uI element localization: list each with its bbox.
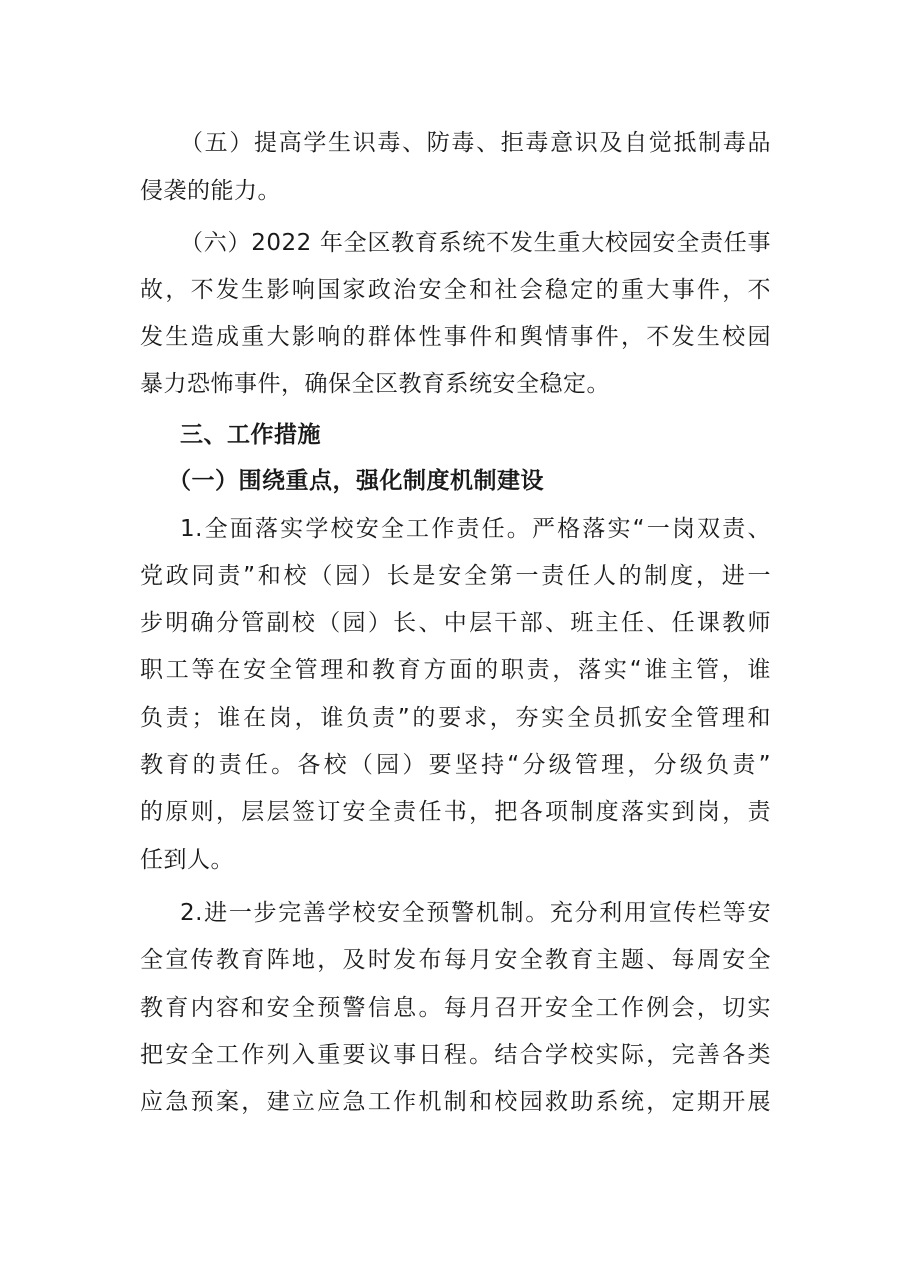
section-heading-3: 三、工作措施	[180, 422, 321, 448]
paragraph-6-line-1: （六）2022 年全区教育系统不发生重大校园安全责任事	[180, 230, 771, 256]
measure-1-line-5: 负责；谁在岗，谁负责”的要求，夯实全员抓安全管理和	[140, 705, 771, 731]
paragraph-6-line-4: 暴力恐怖事件，确保全区教育系统安全稳定。	[140, 371, 610, 397]
paragraph-5-line-1: （五）提高学生识毒、防毒、拒毒意识及自觉抵制毒品	[180, 130, 771, 156]
paragraph-6-line-2: 故，不发生影响国家政治安全和社会稳定的重大事件，不	[140, 277, 771, 303]
subsection-heading-1: （一）围绕重点，强化制度机制建设	[168, 468, 544, 494]
measure-1-line-7: 的原则，层层签订安全责任书，把各项制度落实到岗，责	[140, 799, 771, 825]
paragraph-6-line-3: 发生造成重大影响的群体性事件和舆情事件，不发生校园	[140, 324, 771, 350]
measure-2-line-3: 教育内容和安全预警信息。每月召开安全工作例会，切实	[140, 995, 771, 1021]
measure-1-line-6: 教育的责任。各校（园）要坚持“分级管理，分级负责”	[140, 752, 771, 778]
measure-2-line-2: 全宣传教育阵地，及时发布每月安全教育主题、每周安全	[140, 947, 771, 973]
measure-1-line-1: 1.全面落实学校安全工作责任。严格落实“一岗双责、	[180, 516, 771, 542]
measure-2-line-5: 应急预案，建立应急工作机制和校园救助系统，定期开展	[140, 1089, 771, 1115]
measure-2-line-4: 把安全工作列入重要议事日程。结合学校实际，完善各类	[140, 1042, 771, 1068]
measure-1-line-3: 步明确分管副校（园）长、中层干部、班主任、任课教师	[140, 610, 771, 636]
measure-1-line-8: 任到人。	[140, 847, 234, 873]
measure-2-line-1: 2.进一步完善学校安全预警机制。充分利用宣传栏等安	[180, 900, 771, 926]
paragraph-5-line-2: 侵袭的能力。	[140, 178, 281, 204]
measure-1-line-2: 党政同责”和校（园）长是安全第一责任人的制度，进一	[140, 563, 771, 589]
measure-1-line-4: 职工等在安全管理和教育方面的职责，落实“谁主管，谁	[140, 657, 771, 683]
